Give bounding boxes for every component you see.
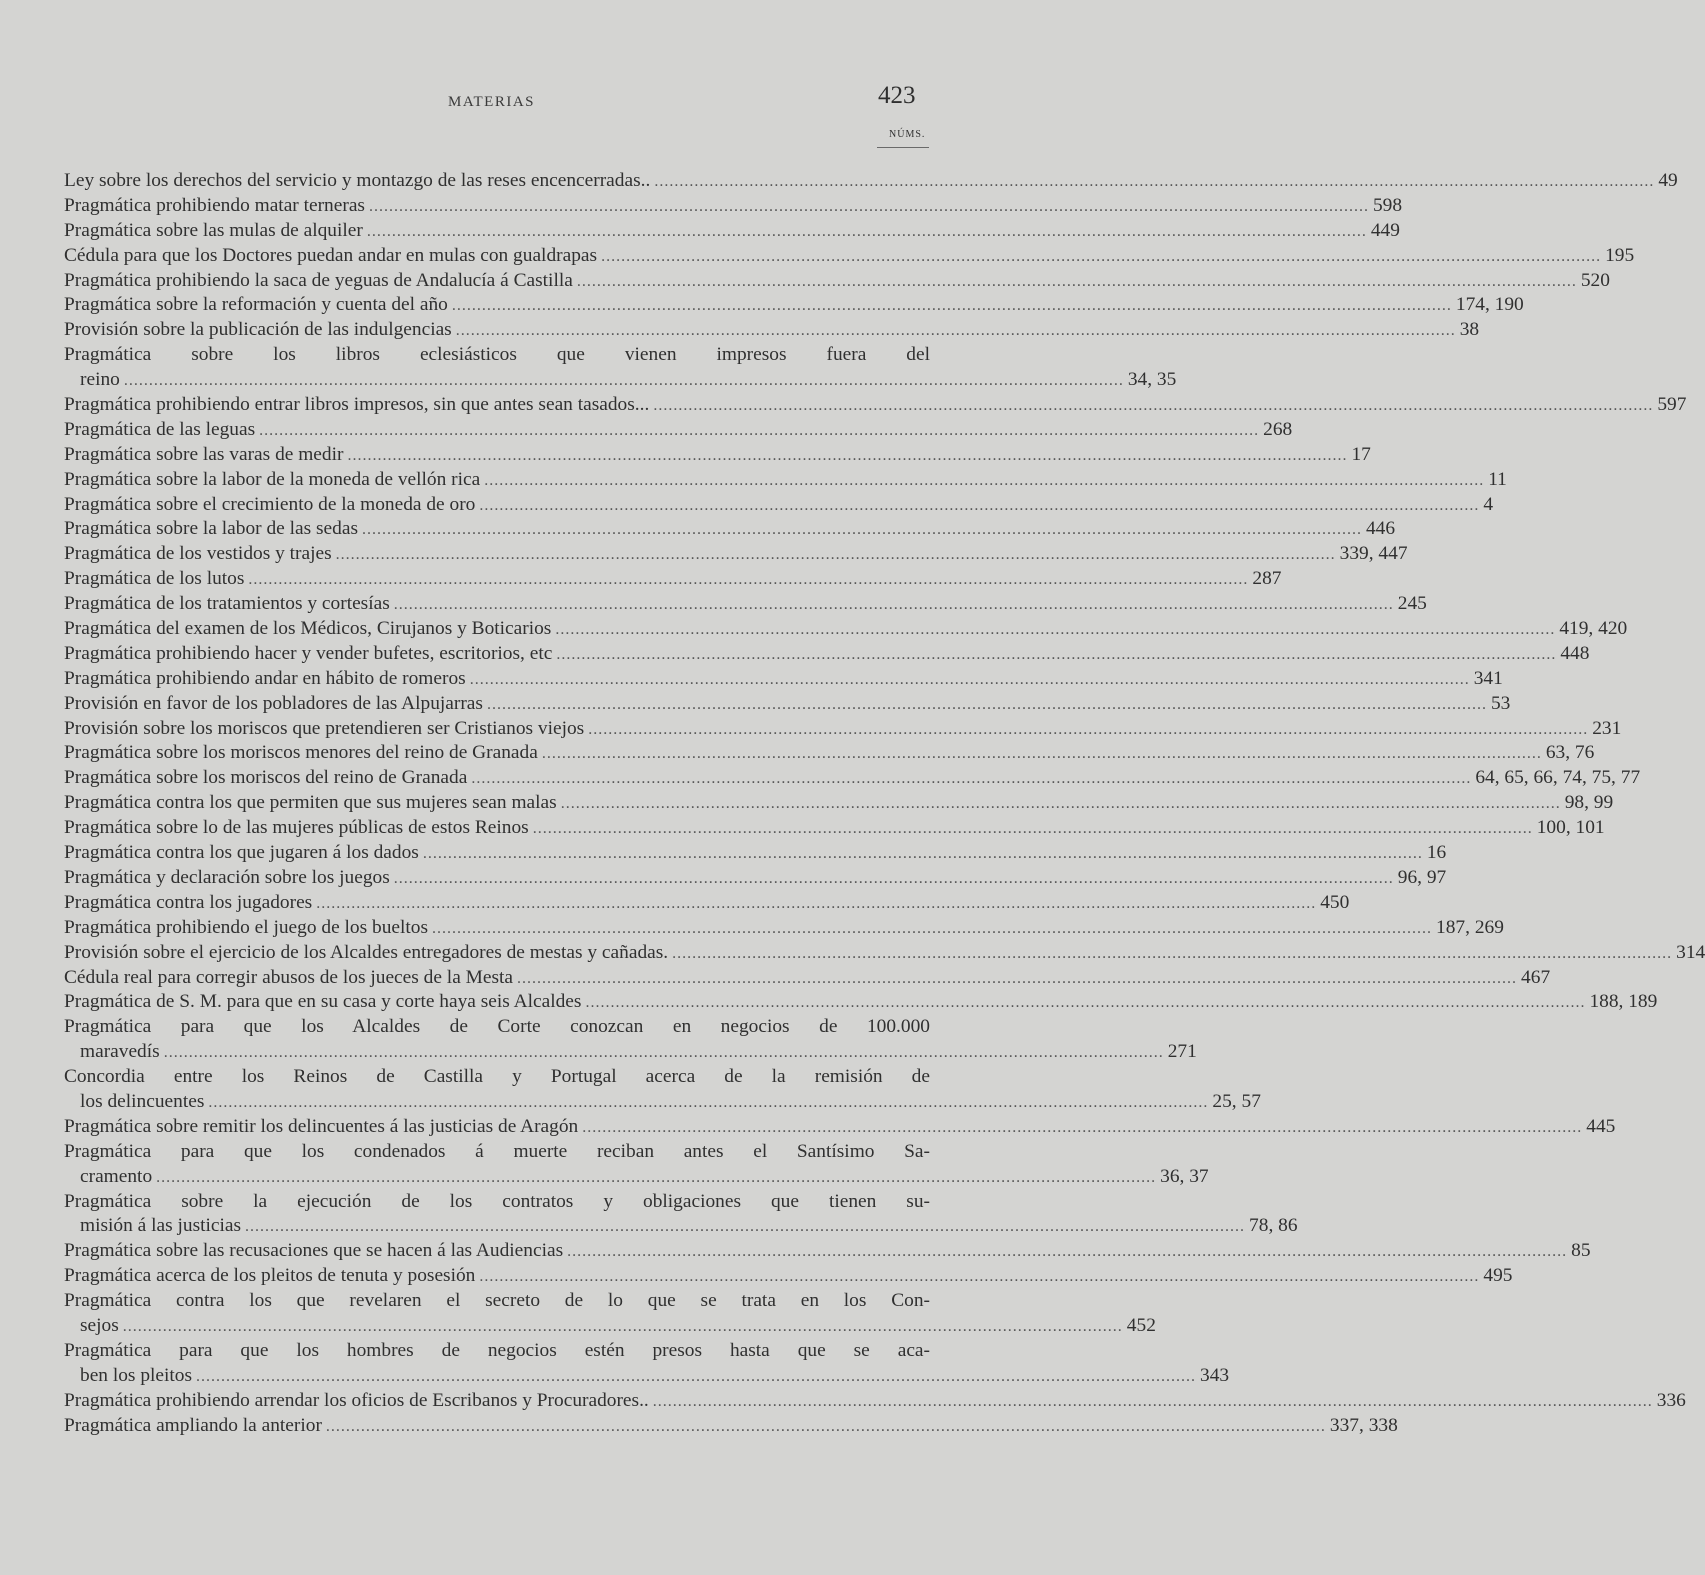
entry-numbers: 449 — [1370, 219, 1400, 241]
index-entry — [64, 816, 1605, 841]
entry-numbers: 419, 420 — [1559, 618, 1628, 640]
entry-numbers: 446 — [1365, 518, 1396, 540]
dot-leader: ........................................................................................................................................................................................................ — [432, 919, 1433, 937]
entry-text: Provisión en favor de los pobladores de las Alpujarras — [64, 692, 483, 714]
index-entry — [64, 194, 1403, 219]
entry-text: Pragmática sobre lo de las mujeres públicas de estos Reinos — [64, 817, 529, 839]
index-entry — [64, 592, 1427, 617]
index-entry — [64, 667, 1503, 692]
dot-leader: ........................................................................................................................................................................................................ — [555, 621, 1556, 639]
entry-text: Pragmática ampliando la anterior — [64, 1414, 322, 1436]
entry-text: Pragmática contra los que permiten que sus mujeres sean malas — [64, 792, 557, 814]
entry-text: reino — [80, 369, 120, 391]
index-entry — [64, 1389, 1686, 1414]
index-entry — [64, 1015, 1197, 1065]
dot-leader: ........................................................................................................................................................................................................ — [245, 1218, 1246, 1236]
dot-leader: ........................................................................................................................................................................................................ — [541, 745, 1542, 763]
index-entry — [64, 916, 1504, 941]
dot-leader: ........................................................................................................................................................................................................ — [560, 795, 1561, 813]
dot-leader: ........................................................................................................................................................................................................ — [422, 845, 1423, 863]
entry-numbers: 341 — [1473, 667, 1503, 689]
entry-text: Pragmática sobre las recusaciones que se hacen á las Audiencias — [64, 1240, 564, 1262]
index-entry — [64, 493, 1494, 518]
index-entry — [64, 1414, 1398, 1439]
entry-numbers: 450 — [1320, 891, 1350, 913]
entry-text: Pragmática sobre el crecimiento de la moneda de oro — [64, 493, 476, 515]
entry-text: Pragmática sobre los moriscos del reino de Granada — [64, 767, 468, 789]
dot-leader: ........................................................................................................................................................................................................ — [556, 645, 1557, 663]
entry-numbers: 53 — [1490, 692, 1511, 714]
entry-text: sejos — [80, 1314, 119, 1336]
entry-numbers: 64, 65, 66, 74, 75, 77 — [1475, 767, 1641, 789]
entry-numbers: 597 — [1657, 394, 1687, 416]
entry-text: Ley sobre los derechos del servicio y montazgo de las reses encencerradas.. — [64, 170, 651, 191]
dot-leader: ........................................................................................................................................................................................................ — [316, 894, 1317, 912]
entry-text-first-line: Pragmática para que los condenados á muerte reciban antes el Santísimo Sa- — [64, 1140, 930, 1162]
entry-numbers: 85 — [1571, 1240, 1591, 1262]
index-entry — [64, 393, 1687, 418]
entry-numbers: 4 — [1483, 493, 1494, 515]
entry-text: Pragmática contra los que jugaren á los dados — [64, 842, 419, 864]
index-entry — [64, 1264, 1513, 1289]
entry-text: Pragmática sobre remitir los delincuentes á las justicias de Aragón — [64, 1115, 579, 1137]
entry-numbers: 78, 86 — [1249, 1215, 1298, 1237]
entry-text-first-line: Pragmática sobre los libros eclesiásticos que vienen impresos fuera del — [64, 344, 930, 366]
entry-text: Pragmática prohibiendo hacer y vender bufetes, escritorios, etc — [64, 642, 553, 664]
index-entry — [64, 418, 1293, 443]
index-entry — [64, 891, 1350, 916]
entry-text: Cédula para que los Doctores puedan andar en mulas con gualdrapas — [64, 244, 598, 266]
dot-leader: ........................................................................................................................................................................................................ — [588, 720, 1589, 738]
entry-text: Pragmática sobre las mulas de alquiler — [64, 219, 363, 241]
entry-numbers: 34, 35 — [1127, 369, 1177, 391]
entry-text: Pragmática de S. M. para que en su casa y corte haya seis Alcaldes — [64, 991, 582, 1013]
dot-leader: ........................................................................................................................................................................................................ — [479, 496, 1480, 514]
index-entry — [64, 841, 1447, 866]
entry-numbers: 339, 447 — [1339, 543, 1408, 565]
index-entry — [64, 318, 1480, 343]
dot-leader: ........................................................................................................................................................................................................ — [393, 869, 1394, 887]
entry-numbers: 467 — [1521, 966, 1551, 988]
entry-numbers: 100, 101 — [1536, 817, 1605, 839]
dot-leader: ........................................................................................................................................................................................................ — [652, 1392, 1653, 1410]
entry-numbers: 598 — [1372, 194, 1403, 216]
entry-numbers: 25, 57 — [1212, 1090, 1261, 1112]
entry-numbers: 17 — [1351, 443, 1371, 465]
index-entry — [64, 717, 1622, 742]
entry-text: Pragmática sobre la labor de la moneda de vellón rica — [64, 468, 481, 490]
index-entry — [64, 269, 1610, 294]
index-entry — [64, 617, 1628, 642]
entry-numbers: 63, 76 — [1545, 742, 1595, 764]
entry-text: ben los pleitos — [80, 1364, 193, 1386]
index-entry — [64, 169, 1678, 194]
dot-leader: ........................................................................................................................................................................................................ — [347, 446, 1348, 464]
entry-numbers: 495 — [1483, 1265, 1513, 1287]
dot-leader: ........................................................................................................................................................................................................ — [455, 322, 1456, 340]
dot-leader: ........................................................................................................................................................................................................ — [517, 969, 1518, 987]
dot-leader: ........................................................................................................................................................................................................ — [576, 272, 1577, 290]
dot-leader: ........................................................................................................................................................................................................ — [208, 1093, 1209, 1111]
entry-text-first-line: Pragmática contra los que revelaren el secreto de lo que se trata en los Con- — [64, 1290, 930, 1312]
entry-text: misión á las justicias — [80, 1215, 242, 1237]
dot-leader: ........................................................................................................................................................................................................ — [486, 695, 1487, 713]
dot-leader: ........................................................................................................................................................................................................ — [196, 1367, 1197, 1385]
dot-leader: ........................................................................................................................................................................................................ — [156, 1168, 1157, 1186]
entry-numbers: 336 — [1656, 1389, 1686, 1411]
index-entry — [64, 219, 1400, 244]
page-header — [0, 82, 1000, 122]
index-entry — [64, 866, 1447, 891]
index-entries — [64, 169, 1705, 1438]
entry-numbers: 448 — [1560, 642, 1590, 664]
entry-text: Cédula real para corregir abusos de los jueces de la Mesta — [64, 966, 514, 988]
index-entry — [64, 741, 1595, 766]
entry-numbers: 16 — [1426, 842, 1447, 864]
entry-text: Pragmática de las leguas — [64, 418, 256, 440]
entry-numbers: 452 — [1126, 1314, 1156, 1336]
index-entry — [64, 791, 1614, 816]
dot-leader: ........................................................................................................................................................................................................ — [335, 546, 1336, 564]
index-entry — [64, 517, 1396, 542]
entry-text: Pragmática sobre la reformación y cuenta del año — [64, 294, 448, 316]
entry-text: Provisión sobre el ejercicio de los Alcaldes entregadores de mestas y cañadas. — [64, 941, 669, 963]
index-entry — [64, 1115, 1616, 1140]
entry-text: Pragmática prohibiendo el juego de los bueltos — [64, 916, 429, 938]
entry-text-first-line: Pragmática para que los Alcaldes de Corte conozcan en negocios de 100.000 — [64, 1016, 930, 1038]
entry-numbers: 174, 190 — [1455, 294, 1524, 316]
entry-text: los delincuentes — [80, 1090, 205, 1112]
dot-leader: ........................................................................................................................................................................................................ — [653, 397, 1654, 415]
entry-text: Pragmática acerca de los pleitos de tenuta y posesión — [64, 1265, 476, 1287]
entry-numbers: 49 — [1658, 170, 1678, 191]
entry-text: Pragmática del examen de los Médicos, Cirujanos y Boticarios — [64, 618, 552, 640]
entry-text: Pragmática sobre la labor de las sedas — [64, 518, 358, 540]
entry-text: Provisión sobre los moriscos que pretendieren ser Cristianos viejos — [64, 717, 585, 739]
dot-leader: ........................................................................................................................................................................................................ — [672, 944, 1673, 962]
dot-leader: ........................................................................................................................................................................................................ — [123, 372, 1124, 390]
entry-numbers: 188, 189 — [1589, 991, 1658, 1013]
dot-leader: ........................................................................................................................................................................................................ — [479, 1268, 1480, 1286]
dot-leader: ........................................................................................................................................................................................................ — [122, 1317, 1123, 1335]
entry-numbers: 231 — [1592, 717, 1622, 739]
entry-text: Provisión sobre la publicación de las indulgencias — [64, 319, 452, 341]
entry-text: Pragmática prohibiendo la saca de yeguas de Andalucía á Castilla — [64, 269, 573, 291]
entry-numbers: 445 — [1586, 1115, 1616, 1137]
dot-leader: ........................................................................................................................................................................................................ — [601, 247, 1602, 265]
entry-text: Pragmática de los lutos — [64, 568, 245, 590]
entry-text: Pragmática sobre las varas de medir — [64, 443, 344, 465]
entry-numbers: 287 — [1252, 568, 1282, 590]
entry-numbers: 520 — [1580, 269, 1610, 291]
index-entry — [64, 1190, 1298, 1240]
running-title: MATERIAS — [448, 94, 536, 110]
index-entry — [64, 966, 1551, 991]
dot-leader: ........................................................................................................................................................................................................ — [582, 1118, 1583, 1136]
index-entry — [64, 343, 1177, 393]
dot-leader: ........................................................................................................................................................................................................ — [393, 596, 1394, 614]
entry-text-first-line: Concordia entre los Reinos de Castilla y Portugal acerca de la remisión de — [64, 1066, 930, 1088]
entry-text: Pragmática prohibiendo andar en hábito de romeros — [64, 667, 466, 689]
column-rule — [877, 147, 929, 148]
entry-numbers: 245 — [1397, 593, 1427, 615]
entry-numbers: 195 — [1605, 244, 1635, 266]
entry-text: Pragmática prohibiendo arrendar los oficios de Escribanos y Procuradores.. — [64, 1389, 649, 1411]
index-entry — [64, 1065, 1261, 1115]
entry-text: Pragmática sobre los moriscos menores del reino de Granada — [64, 742, 538, 764]
page-number: 423 — [878, 82, 916, 109]
entry-text: Pragmática de los tratamientos y cortesías — [64, 593, 390, 615]
dot-leader: ........................................................................................................................................................................................................ — [585, 994, 1586, 1012]
dot-leader: ........................................................................................................................................................................................................ — [325, 1417, 1326, 1435]
entry-text: maravedís — [80, 1041, 160, 1063]
entry-text: Pragmática contra los jugadores — [64, 891, 313, 913]
entry-numbers: 271 — [1167, 1041, 1197, 1063]
index-entry — [64, 293, 1524, 318]
index-entry — [64, 468, 1507, 493]
index-entry — [64, 567, 1282, 592]
index-entry — [64, 542, 1408, 567]
dot-leader: ........................................................................................................................................................................................................ — [366, 222, 1367, 240]
dot-leader: ........................................................................................................................................................................................................ — [469, 670, 1470, 688]
index-entry — [64, 990, 1658, 1015]
dot-leader: ........................................................................................................................................................................................................ — [248, 571, 1249, 589]
index-entry — [64, 244, 1635, 269]
entry-numbers: 36, 37 — [1160, 1165, 1209, 1187]
entry-text: Pragmática prohibiendo matar terneras — [64, 194, 365, 216]
entry-numbers: 11 — [1488, 468, 1507, 490]
index-entry — [64, 1289, 1156, 1339]
entry-text: Pragmática de los vestidos y trajes — [64, 543, 332, 565]
dot-leader: ........................................................................................................................................................................................................ — [368, 197, 1369, 215]
dot-leader: ........................................................................................................................................................................................................ — [471, 770, 1472, 788]
entry-numbers: 337, 338 — [1329, 1414, 1398, 1436]
index-entry — [64, 1239, 1591, 1264]
dot-leader: ........................................................................................................................................................................................................ — [451, 297, 1452, 315]
dot-leader: ........................................................................................................................................................................................................ — [361, 521, 1362, 539]
entry-numbers: 38 — [1459, 319, 1480, 341]
entry-numbers: 187, 269 — [1436, 916, 1504, 938]
index-entry — [64, 1339, 1230, 1389]
index-entry — [64, 766, 1641, 791]
entry-text: cramento — [80, 1165, 153, 1187]
entry-text: Pragmática y declaración sobre los juegos — [64, 866, 390, 888]
dot-leader: ........................................................................................................................................................................................................ — [484, 471, 1485, 489]
entry-numbers: 343 — [1200, 1364, 1230, 1386]
dot-leader: ........................................................................................................................................................................................................ — [259, 421, 1260, 439]
dot-leader: ........................................................................................................................................................................................................ — [654, 173, 1655, 190]
entry-text-first-line: Pragmática sobre la ejecución de los contratos y obligaciones que tienen su- — [64, 1190, 930, 1212]
entry-numbers: 314 — [1676, 941, 1705, 963]
entry-numbers: 98, 99 — [1564, 792, 1614, 814]
entry-text-first-line: Pragmática para que los hombres de negocios estén presos hasta que se aca- — [64, 1339, 930, 1361]
entry-text: Pragmática prohibiendo entrar libros impresos, sin que antes sean tasados... — [64, 394, 650, 416]
dot-leader: ........................................................................................................................................................................................................ — [532, 820, 1533, 838]
index-entry — [64, 692, 1511, 717]
dot-leader: ........................................................................................................................................................................................................ — [163, 1044, 1164, 1062]
index-entry — [64, 642, 1590, 667]
index-entry — [64, 941, 1705, 966]
entry-numbers: 96, 97 — [1397, 866, 1447, 888]
index-entry — [64, 1140, 1209, 1190]
index-entry — [64, 443, 1371, 468]
dot-leader: ........................................................................................................................................................................................................ — [567, 1243, 1568, 1261]
entry-numbers: 268 — [1263, 418, 1293, 440]
column-label: NÚMS. — [889, 129, 926, 140]
